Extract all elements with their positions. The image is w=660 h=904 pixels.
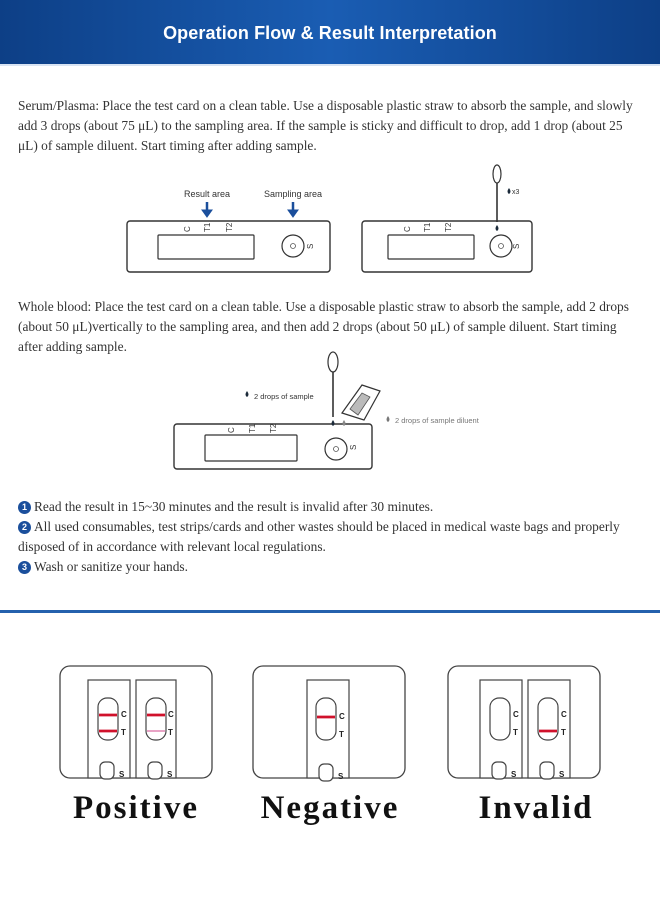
card-label-t1: T1 (203, 222, 212, 232)
card-label-s: S (306, 243, 315, 249)
positive-label: Positive (73, 790, 199, 826)
positive-strip-1 (88, 680, 130, 779)
label-t: T (168, 728, 173, 737)
label-s: S (119, 770, 125, 779)
negative-strip (307, 680, 349, 781)
whole-blood-instructions: Whole blood: Place the test card on a clean table. Use a disposable plastic straw to absorb the sample, add 2 drops (about 50 μL)vertically to the sampling area, and then add 2 drops (about 50 μL) of sample diluent. Start timing after adding sample. (18, 299, 629, 354)
label-t: T (121, 728, 126, 737)
step-number-2: 2 (18, 521, 31, 534)
card-label-c: C (183, 226, 192, 232)
label-c: C (561, 710, 567, 719)
serum-plasma-instructions: Serum/Plasma: Place the test card on a clean table. Use a disposable plastic straw to absorb the sample, and slowly add 3 drops (about 75 μL) to the sampling area. If the sample is sticky and difficult to drop, add 1 drop (about 25 μL) of sample diluent. Start timing after adding sample. (18, 98, 633, 153)
step-number-1: 1 (18, 501, 31, 514)
card-label-t2: T2 (444, 222, 453, 232)
card-label-t1: T1 (423, 222, 432, 232)
label-s: S (338, 772, 344, 781)
step-2 (18, 517, 648, 557)
card-label-t2: T2 (269, 423, 278, 433)
label-c: C (121, 710, 127, 719)
label-c: C (168, 710, 174, 719)
diluent-drops-label: 2 drops of sample diluent (395, 416, 479, 425)
negative-label: Negative (260, 790, 400, 826)
positive-panel (60, 666, 212, 779)
down-arrow-icon (288, 202, 298, 217)
whole-blood-diagram (0, 345, 660, 475)
negative-panel (253, 666, 405, 781)
card-label-c: C (227, 427, 236, 433)
label-s: S (559, 770, 565, 779)
test-card-3 (174, 423, 372, 469)
step-1 (18, 497, 648, 517)
serum-diagram (0, 160, 660, 280)
step-number-3: 3 (18, 561, 31, 574)
label-s: S (167, 770, 173, 779)
dropper-icon (328, 352, 338, 417)
card-label-s: S (349, 444, 358, 450)
step-text-1: Read the result in 15~30 minutes and the result is invalid after 30 minutes. (34, 499, 434, 514)
invalid-strip-2 (528, 680, 570, 779)
result-area-label: Result area (183, 189, 231, 199)
card-label-s: S (512, 243, 521, 249)
label-s: S (511, 770, 517, 779)
test-card-2 (362, 221, 532, 272)
label-t: T (339, 730, 344, 739)
results-diagram (0, 660, 660, 785)
label-t: T (561, 728, 566, 737)
test-card-1 (127, 221, 330, 272)
card-label-t2: T2 (225, 222, 234, 232)
card-label-t1: T1 (248, 423, 257, 433)
label-c: C (513, 710, 519, 719)
sample-drops-label: 2 drops of sample (254, 392, 314, 401)
invalid-panel (448, 666, 600, 779)
drop-icon (246, 391, 249, 397)
page-title: Operation Flow & Result Interpretation (163, 23, 497, 43)
step-3 (18, 557, 648, 577)
drop-icon (387, 416, 390, 422)
card-label-c: C (403, 226, 412, 232)
dropper-icon (493, 165, 501, 222)
step-text-2: All used consumables, test strips/cards and other wastes should be placed in medical waste bags and properly disposed of in accordance with relevant local regulations. (18, 519, 620, 554)
label-t: T (513, 728, 518, 737)
positive-strip-2 (136, 680, 176, 779)
drop-icon (508, 188, 511, 194)
invalid-strip-1 (480, 680, 522, 779)
invalid-label: Invalid (478, 790, 594, 826)
label-c: C (339, 712, 345, 721)
section-divider (0, 610, 660, 613)
drop-count-label: x3 (512, 189, 520, 196)
sampling-area-label: Sampling area (263, 189, 323, 199)
diluent-tube-icon (342, 385, 380, 420)
down-arrow-icon (202, 202, 212, 217)
step-text-3: Wash or sanitize your hands. (34, 559, 188, 574)
